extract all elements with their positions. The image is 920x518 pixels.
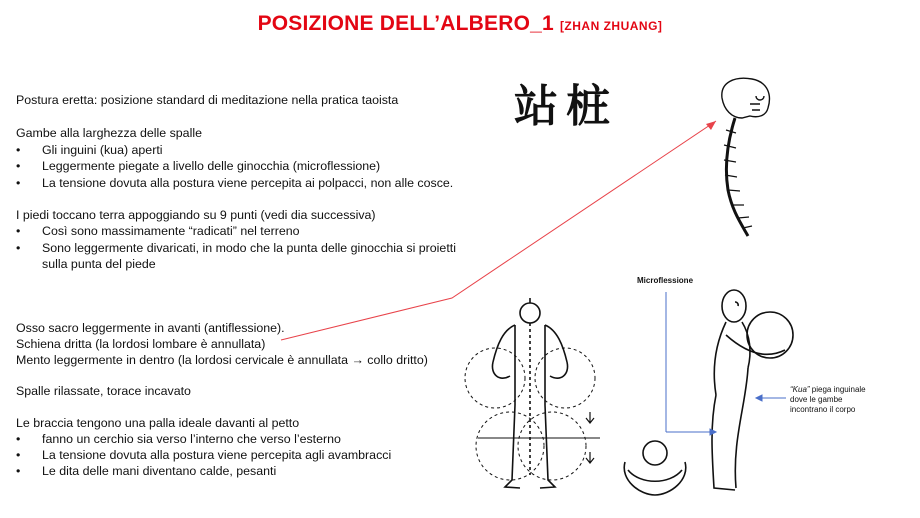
top-view-figure <box>624 441 686 495</box>
bullet-text: sulla punta del piede <box>42 257 156 271</box>
skeleton-spine <box>722 78 770 236</box>
bullet-glyph: • <box>16 432 21 446</box>
kua-term: “Kua” <box>790 385 810 394</box>
bullet-text: La tensione dovuta alla postura viene percepita ai polpacci, non alle cosce. <box>42 176 454 190</box>
bullet-glyph: • <box>16 143 21 157</box>
title-main: POSIZIONE DELL’ALBERO_1 <box>257 12 554 35</box>
legs-heading: Gambe alla larghezza delle spalle <box>16 126 202 140</box>
front-figure <box>465 298 600 488</box>
bullet-glyph: • <box>16 176 21 190</box>
kua-rest: piega inguinale <box>811 385 866 394</box>
pointer-line <box>281 121 716 340</box>
bullet-text: La tensione dovuta alla postura viene percepita agli avambracci <box>42 448 392 462</box>
microflessione-label: Microflessione <box>637 276 694 285</box>
kua-line-3: incontrano il corpo <box>790 405 856 414</box>
bullet-glyph: • <box>16 241 21 255</box>
shoulders-text: Spalle rilassate, torace incavato <box>16 384 191 398</box>
chin-text-start: Mento leggermente in dentro (la lordosi cervicale è annullata <box>16 353 348 367</box>
spine-text: Schiena dritta (la lordosi lombare è annullata) <box>16 337 266 351</box>
chinese-title: 站桩 <box>514 81 618 132</box>
bullet-glyph: • <box>16 159 21 173</box>
bullet-text: Le dita delle mani diventano calde, pesanti <box>42 464 277 478</box>
bullet-glyph: • <box>16 224 21 238</box>
feet-heading: I piedi toccano terra appoggiando su 9 punti (vedi dia successiva) <box>16 208 376 222</box>
annotation-lines <box>666 292 786 435</box>
bullet-text: Così sono massimamente “radicati” nel terreno <box>42 224 300 238</box>
sacrum-text: Osso sacro leggermente in avanti (antiflessione). <box>16 321 285 335</box>
kua-line-2: dove le gambe <box>790 395 843 404</box>
intro-text: Postura eretta: posizione standard di meditazione nella pratica taoista <box>16 93 399 107</box>
title-sub: [ZHAN ZHUANG] <box>559 19 663 33</box>
pointer-arrowhead <box>706 121 716 130</box>
arrow-icon: → <box>351 353 364 367</box>
bullet-text: Gli inguini (kua) aperti <box>42 143 163 157</box>
bullet-text: Leggermente piegate a livello delle ginocchia (microflessione) <box>42 159 381 173</box>
arms-heading: Le braccia tengono una palla ideale davanti al petto <box>16 416 300 430</box>
bullet-glyph: • <box>16 464 21 478</box>
bullet-text: fanno un cerchio sia verso l’interno che verso l’esterno <box>42 432 341 446</box>
chin-text-end: collo dritto) <box>367 353 428 367</box>
bullet-glyph: • <box>16 448 21 462</box>
side-figure <box>712 290 793 490</box>
bullet-text: Sono leggermente divaricati, in modo che la punta delle ginocchia si proietti <box>42 241 456 255</box>
